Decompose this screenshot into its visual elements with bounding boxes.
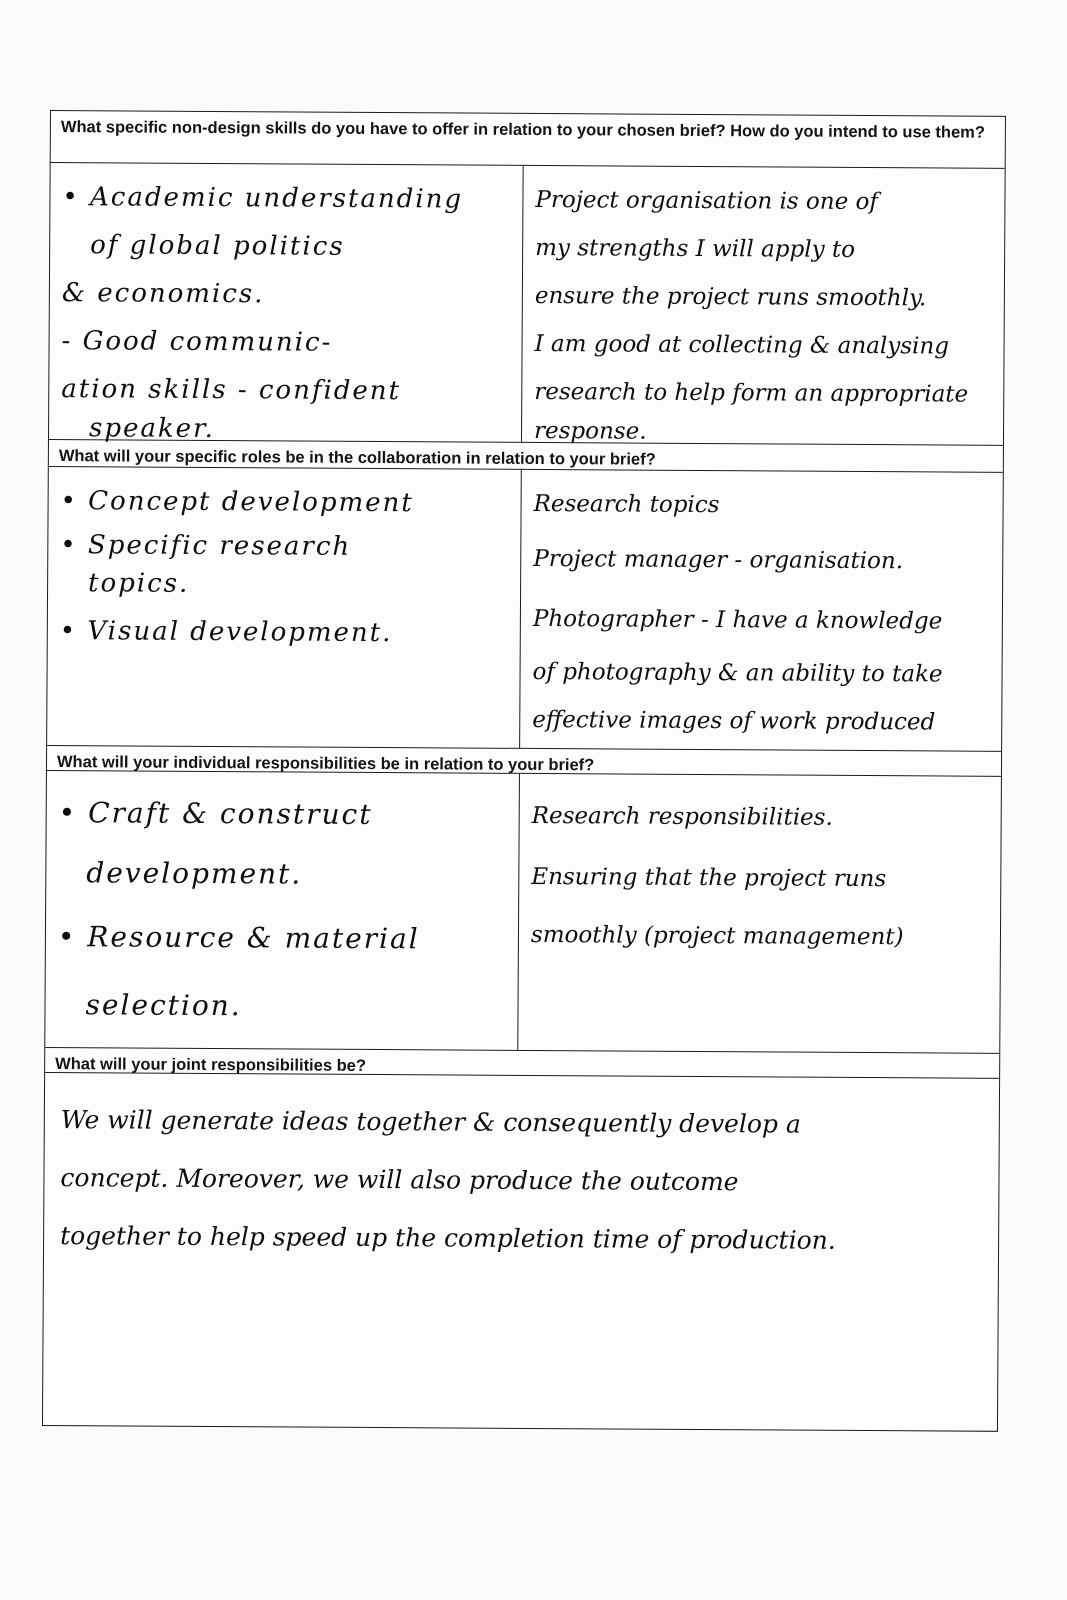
answer-line: smoothly (project management) bbox=[530, 921, 904, 951]
answer-line: Photographer - I have a knowledge bbox=[532, 605, 943, 635]
question-non-design-skills: What specific non-design skills do you have to offer in relation to your chosen brief? How do you intend to use them? bbox=[51, 111, 1005, 169]
answer-line: • Specific research bbox=[60, 530, 352, 562]
answer-line: ensure the project runs smoothly. bbox=[534, 282, 927, 312]
answer-individual-right bbox=[518, 774, 1003, 1053]
answer-line: concept. Moreover, we will also produce the outcome bbox=[60, 1163, 739, 1197]
answer-skills-right bbox=[522, 166, 1007, 445]
answer-line: topics. bbox=[88, 568, 190, 599]
answer-line: selection. bbox=[85, 988, 242, 1023]
answer-individual-left bbox=[45, 771, 520, 1050]
answer-line: • Academic understanding bbox=[62, 182, 464, 215]
answer-line: response. bbox=[533, 417, 647, 445]
question-individual-responsibilities: What will your individual responsibilities be in relation to your brief? bbox=[47, 745, 1001, 777]
answer-line: effective images of work produced bbox=[532, 706, 936, 736]
answer-line: Project manager - organisation. bbox=[533, 545, 904, 575]
answer-line: We will generate ideas together & consequently develop a bbox=[60, 1105, 801, 1139]
questionnaire-form bbox=[42, 110, 1006, 1432]
answer-line: • Concept development bbox=[60, 486, 414, 519]
answer-line: research to help form an appropriate bbox=[534, 378, 969, 408]
answer-joint bbox=[43, 1073, 999, 1430]
answer-line: speaker. bbox=[88, 413, 216, 445]
answer-line: of global politics bbox=[90, 230, 345, 262]
answer-line: together to help speed up the completion time of production. bbox=[60, 1221, 836, 1255]
answer-line: • Craft & construct bbox=[58, 796, 373, 831]
answer-roles-left bbox=[47, 467, 522, 748]
answer-roles-right bbox=[520, 470, 1005, 751]
answer-line: development. bbox=[86, 856, 303, 891]
answer-line: • Visual development. bbox=[59, 616, 393, 649]
answer-line: Project organisation is one of bbox=[535, 186, 878, 216]
answer-line: Research topics bbox=[533, 490, 720, 519]
answer-line: I am good at collecting & analysing bbox=[534, 330, 950, 360]
answer-line: ation skills - confident bbox=[61, 374, 402, 407]
answer-line: my strengths I will apply to bbox=[535, 234, 856, 263]
answer-skills-left bbox=[49, 163, 524, 445]
answer-line: of photography & an ability to take bbox=[532, 658, 943, 688]
question-joint-responsibilities: What will your joint responsibilities be? bbox=[45, 1047, 999, 1079]
question-specific-roles: What will your specific roles be in the collaboration in relation to your brief? bbox=[49, 439, 1003, 473]
answer-line: & economics. bbox=[61, 278, 265, 310]
answer-line: Research responsibilities. bbox=[531, 802, 833, 831]
answer-line: - Good communic- bbox=[61, 326, 333, 358]
answer-line: Ensuring that the project runs bbox=[531, 863, 887, 893]
answer-line: • Resource & material bbox=[57, 920, 420, 956]
